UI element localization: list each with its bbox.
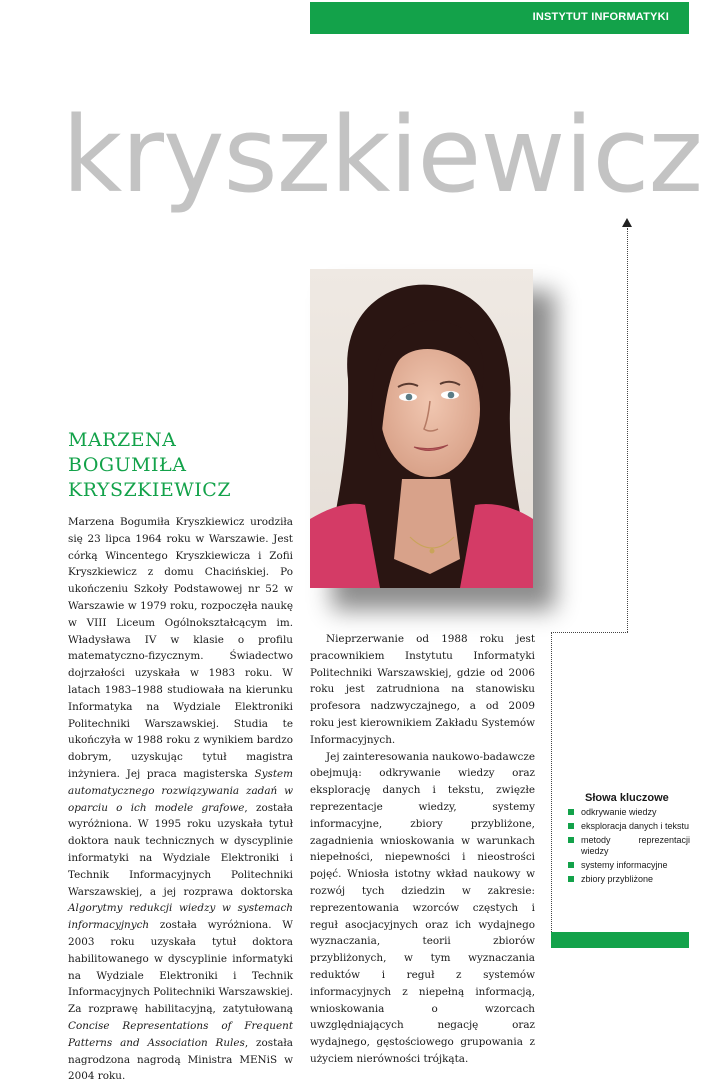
square-bullet-icon — [568, 823, 574, 829]
bio-habilitation-title: Concise Representations of Frequent Patterns and Association Rules — [68, 1019, 293, 1049]
bio-thesis-title: System automatycznego rozwiązywania zadań w oparciu o ich modele grafowe — [68, 767, 293, 814]
section-label: INSTYTUT INFORMATYKI — [532, 11, 669, 23]
name-line-first: MARZENA — [68, 429, 177, 451]
keywords-box — [566, 792, 690, 888]
bio-text: została wyróżniona. W 2003 roku uzyskała tytuł doktora habilitowanego w dyscyplinie informatyki na Wydziale Elektroniki i Technik Informacyjnych Politechniki Warszawskiej. Za rozprawę habilitacyjną, zatytułowaną — [68, 919, 293, 1016]
keyword-item — [566, 874, 690, 885]
bio-dissertation-title: Algorytmy redukcji wiedzy w systemach informacyjnych — [68, 902, 293, 932]
keyword-item — [566, 835, 690, 857]
bio-text: , została nagrodzona nagrodą Ministra MENiS w 2004 roku. — [68, 1036, 293, 1083]
square-bullet-icon — [568, 837, 574, 843]
keyword-text: systemy informacyjne — [581, 860, 668, 870]
square-bullet-icon — [568, 809, 574, 815]
timeline-line-lower — [551, 632, 552, 932]
timeline-line — [627, 228, 628, 632]
square-bullet-icon — [568, 876, 574, 882]
keyword-text: odkrywanie wiedzy — [581, 807, 657, 817]
name-line-surname: KRYSZKIEWICZ — [68, 479, 232, 501]
name-line-second: BOGUMIŁA — [68, 454, 187, 476]
keywords-title: Słowa kluczowe — [585, 792, 669, 804]
portrait-illustration — [310, 269, 533, 588]
header-bar — [310, 2, 689, 34]
biography-column-2 — [310, 631, 535, 1068]
keyword-item — [566, 807, 690, 818]
keyword-item — [566, 860, 690, 871]
footer-accent-bar — [551, 932, 689, 948]
keyword-item — [566, 821, 690, 832]
keyword-text: metody reprezentacji wiedzy — [581, 835, 690, 856]
keyword-text: eksploracja danych i tekstu — [581, 821, 690, 831]
portrait-photo — [310, 269, 533, 588]
timeline-connector — [551, 632, 628, 633]
square-bullet-icon — [568, 862, 574, 868]
bio-text: , została wyróżniona. W 1995 roku uzyskała tytuł doktora nauk technicznych w dyscyplinie informatyki na Wydziale Elektroniki i Technik Informacyjnych Politechniki Warszawskiej, a jej rozprawa doktorska — [68, 801, 293, 898]
timeline-arrow-icon — [622, 218, 632, 227]
large-surname-title: kryszkiewicz — [62, 94, 703, 216]
employment-paragraph: Nieprzerwanie od 1988 roku jest pracownikiem Instytutu Informatyki Politechniki Warszawskiej, gdzie od 2006 roku jest zatrudniona na stanowisku profesora nadzwyczajnego, a od 2009 roku jest kierownikiem Zakładu Systemów Informacyjnych. — [310, 633, 535, 746]
research-interests-paragraph: Jej zainteresowania naukowo-badawcze obejmują: odkrywanie wiedzy oraz eksplorację danych i tekstu, zwięzłe reprezentacje wiedzy, systemy informacyjne, zbiory przybliżone, zagadnienia wnioskowania w warunkach niepełności, niepewności i nieostrości pojęć. Wniosła istotny wkład naukowy w rozwój tych dziedzin w zakresie: reprezentowania wzorców częstych i reguł asocjacyjnych oraz ich wydajnego wyznaczania, teorii zbiorów przybliżonych, w tym wyznaczania reduktów i reguł z systemów informacyjnych z niepełną informacją, wnioskowania o wzorcach uwzględniających negację oraz wydajnego, gęstościowego grupowania z użyciem nierówności trójkąta. — [310, 750, 535, 1065]
person-name-heading — [68, 428, 298, 503]
biography-column-1 — [68, 514, 293, 1085]
bio-text: Marzena Bogumiła Kryszkiewicz urodziła się 23 lipca 1964 roku w Warszawie. Jest córką Wincentego Kryszkiewicza i Zofii Kryszkiewicz z domu Chacińskiej. Po ukończeniu Szkoły Podstawowej nr 52 w Warszawie w 1979 roku, rozpoczęła naukę w VIII Liceum Ogólnokształcącym im. Władysława IV w klasie o profilu matematyczno-fizycznym. Świadectwo dojrzałości uzyskała w 1983 roku. W latach 1983–1988 studiowała na kierunku Informatyka na Wydziale Elektroniki Politechniki Warszawskiej. Studia te ukończyła w 1988 roku z wynikiem bardzo dobrym, uzyskując tytuł magistra inżyniera. Jej praca magisterska — [68, 516, 293, 780]
biography-paragraph — [68, 514, 293, 1085]
keyword-text: zbiory przybliżone — [581, 874, 654, 884]
